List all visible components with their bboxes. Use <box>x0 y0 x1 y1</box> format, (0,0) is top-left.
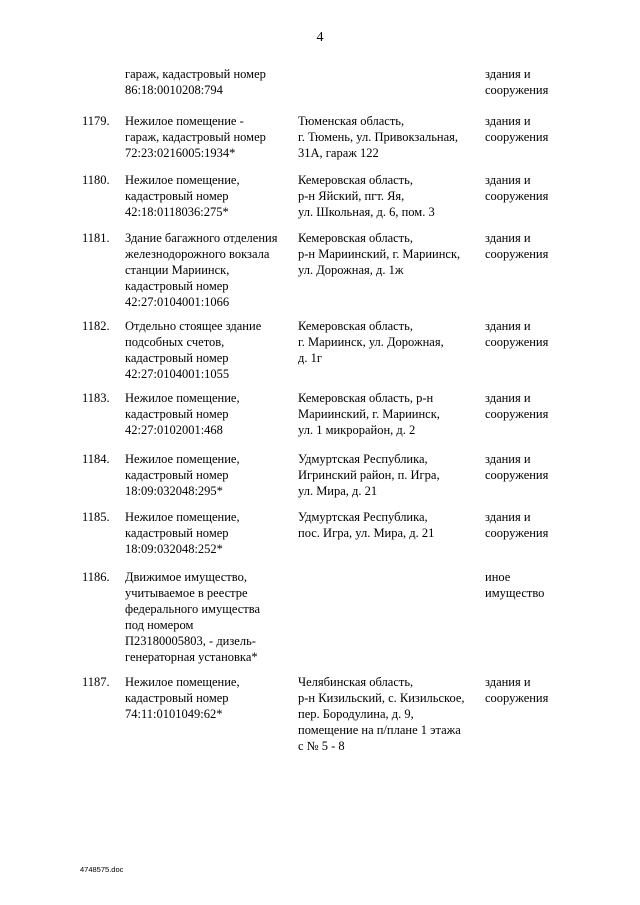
property-name-line: Движимое имущество, <box>125 570 247 584</box>
property-address-line: Мариинский, г. Мариинск, <box>298 407 440 421</box>
property-address-line: Челябинская область, <box>298 675 414 689</box>
property-address-line: пос. Игра, ул. Мира, д. 21 <box>298 526 435 540</box>
property-address-line: 31А, гараж 122 <box>298 146 379 160</box>
property-name-line: Нежилое помещение, <box>125 675 240 689</box>
property-type-line: сооружения <box>485 526 549 540</box>
col-addr-cell <box>298 509 478 541</box>
property-address-line: ул. Мира, д. 21 <box>298 484 378 498</box>
property-type-line: сооружения <box>485 247 549 261</box>
col-type-cell <box>485 113 585 145</box>
col-type-cell <box>485 509 585 541</box>
row-number: 1183. <box>82 391 110 405</box>
property-type-line: иное <box>485 570 511 584</box>
col-name-cell <box>125 509 290 557</box>
property-address-line: р-н Кизильский, с. Кизильское, <box>298 691 465 705</box>
col-name-cell <box>125 674 290 722</box>
property-name-line: Нежилое помещение - <box>125 114 244 128</box>
property-name-line: станции Мариинск, <box>125 263 230 277</box>
property-name-line: Здание багажного отделения <box>125 231 278 245</box>
property-address-line: Кемеровская область, <box>298 319 413 333</box>
col-addr-cell <box>298 390 478 438</box>
property-type-line: здания и <box>485 173 531 187</box>
row-number: 1180. <box>82 173 110 187</box>
col-type-cell <box>485 390 585 422</box>
row-number: 1185. <box>82 510 110 524</box>
property-name-line: кадастровый номер <box>125 407 229 421</box>
property-name-line: Нежилое помещение, <box>125 510 240 524</box>
col-type-cell <box>485 66 585 98</box>
row-number: 1181. <box>82 231 110 245</box>
property-name-line: кадастровый номер <box>125 526 229 540</box>
property-name-line: учитываемое в реестре <box>125 586 248 600</box>
property-name-line: железнодорожного вокзала <box>125 247 270 261</box>
col-name-cell <box>125 390 290 438</box>
property-name-line: подсобных счетов, <box>125 335 225 349</box>
property-type-line: сооружения <box>485 691 549 705</box>
property-name-line: гараж, кадастровый номер <box>125 130 266 144</box>
property-name-line: 18:09:032048:252* <box>125 542 223 556</box>
property-type-line: здания и <box>485 391 531 405</box>
property-name-line: 18:09:032048:295* <box>125 484 223 498</box>
property-address-line: Тюменская область, <box>298 114 405 128</box>
property-type-line: здания и <box>485 114 531 128</box>
property-address-line: пер. Бородулина, д. 9, <box>298 707 414 721</box>
property-name-line: Нежилое помещение, <box>125 391 240 405</box>
document-filename: 4748575.doc <box>80 865 124 874</box>
property-address-line: Игринский район, п. Игра, <box>298 468 440 482</box>
property-address-line: ул. Школьная, д. 6, пом. 3 <box>298 205 435 219</box>
property-type-line: сооружения <box>485 468 549 482</box>
property-name-line: кадастровый номер <box>125 468 229 482</box>
col-name-cell <box>125 569 290 665</box>
property-address-line: Кемеровская область, р-н <box>298 391 434 405</box>
property-name-line: генераторная установка* <box>125 650 258 664</box>
property-address-line: Кемеровская область, <box>298 173 413 187</box>
property-name-line: Нежилое помещение, <box>125 452 240 466</box>
property-name-line: 42:27:0104001:1066 <box>125 295 230 309</box>
property-address-line: Кемеровская область, <box>298 231 413 245</box>
property-address-line: г. Тюмень, ул. Привокзальная, <box>298 130 459 144</box>
property-address-line: помещение на п/плане 1 этажа <box>298 723 461 737</box>
col-addr-cell <box>298 674 478 754</box>
property-name-line: федерального имущества <box>125 602 260 616</box>
property-address-line: ул. Дорожная, д. 1ж <box>298 263 404 277</box>
col-addr-cell <box>298 451 478 499</box>
property-address-line: д. 1г <box>298 351 322 365</box>
col-name-cell <box>125 66 290 98</box>
property-address-line: ул. 1 микрорайон, д. 2 <box>298 423 416 437</box>
col-type-cell <box>485 674 585 706</box>
row-number: 1187. <box>82 675 110 689</box>
property-type-line: сооружения <box>485 83 549 97</box>
col-addr-cell <box>298 113 478 161</box>
property-type-line: сооружения <box>485 130 549 144</box>
col-name-cell <box>125 113 290 161</box>
property-type-line: здания и <box>485 452 531 466</box>
col-type-cell <box>485 318 585 350</box>
property-type-line: здания и <box>485 319 531 333</box>
col-name-cell <box>125 318 290 382</box>
property-name-line: 42:18:0118036:275* <box>125 205 229 219</box>
property-name-line: под номером <box>125 618 194 632</box>
property-name-line: 42:27:0102001:468 <box>125 423 223 437</box>
col-addr-cell <box>298 318 478 366</box>
property-address-line: Удмуртская Республика, <box>298 510 428 524</box>
property-type-line: здания и <box>485 231 531 245</box>
property-name-line: 42:27:0104001:1055 <box>125 367 230 381</box>
row-number: 1179. <box>82 114 110 128</box>
property-type-line: сооружения <box>485 189 549 203</box>
col-addr-cell <box>298 230 478 278</box>
property-type-line: имущество <box>485 586 545 600</box>
col-addr-cell <box>298 172 478 220</box>
property-type-line: здания и <box>485 510 531 524</box>
row-number: 1182. <box>82 319 110 333</box>
col-name-cell <box>125 451 290 499</box>
page-number: 4 <box>316 30 324 45</box>
property-address-line: с № 5 - 8 <box>298 739 345 753</box>
col-type-cell <box>485 230 585 262</box>
col-type-cell <box>485 569 585 601</box>
property-name-line: Нежилое помещение, <box>125 173 240 187</box>
property-address-line: Удмуртская Республика, <box>298 452 428 466</box>
property-address-line: р-н Яйский, пгт. Яя, <box>298 189 405 203</box>
row-number: 1186. <box>82 570 110 584</box>
property-name-line: 74:11:0101049:62* <box>125 707 223 721</box>
property-address-line: г. Мариинск, ул. Дорожная, <box>298 335 444 349</box>
property-type-line: здания и <box>485 675 531 689</box>
property-name-line: кадастровый номер <box>125 691 229 705</box>
property-type-line: сооружения <box>485 407 549 421</box>
row-number: 1184. <box>82 452 110 466</box>
col-name-cell <box>125 172 290 220</box>
property-name-line: кадастровый номер <box>125 279 229 293</box>
col-type-cell <box>485 172 585 204</box>
property-type-line: сооружения <box>485 335 549 349</box>
col-type-cell <box>485 451 585 483</box>
property-type-line: здания и <box>485 67 531 81</box>
property-name-line: гараж, кадастровый номер <box>125 67 266 81</box>
col-name-cell <box>125 230 290 310</box>
property-name-line: кадастровый номер <box>125 189 229 203</box>
property-name-line: кадастровый номер <box>125 351 229 365</box>
property-name-line: 86:18:0010208:794 <box>125 83 223 97</box>
property-name-line: П23180005803, - дизель- <box>125 634 256 648</box>
property-address-line: р-н Мариинский, г. Мариинск, <box>298 247 461 261</box>
property-name-line: Отдельно стоящее здание <box>125 319 262 333</box>
property-name-line: 72:23:0216005:1934* <box>125 146 236 160</box>
